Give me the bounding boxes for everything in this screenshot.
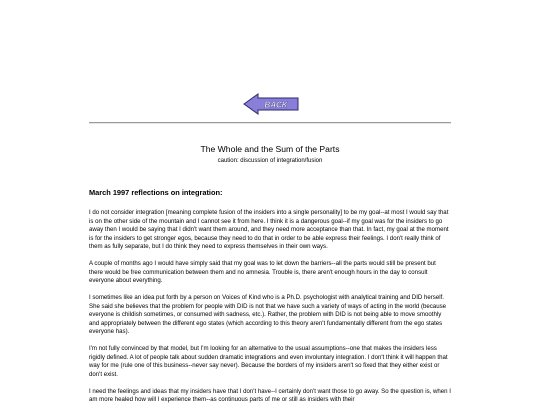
- page-title: The Whole and the Sum of the Parts: [200, 144, 340, 154]
- paragraph: I'm not fully convinced by that model, but I'm looking for an alternative to the usual assumptions--one that makes the insiders less rigidly defined. A lot of people talk about sudden dramatic integrations and even involuntary integration. I don't think it will happen that way for me (rule one of this business--never say never). Because the borders of my insiders aren't so fixed that they either exist or don't exist.: [89, 345, 448, 378]
- page-subtitle: caution: discussion of integration/fusion: [217, 158, 323, 164]
- article-body: [89, 188, 451, 405]
- paragraph: A couple of months ago I would have simply said that my goal was to let down the barriers--all the parts would still be present but there would be free communication between them and no amnesia. Trouble is, there aren't enough hours in the day to consult everyone about everything.: [89, 260, 436, 284]
- horizontal-divider: [89, 122, 451, 124]
- paragraph: I sometimes like an idea put forth by a person on Voices of Kind who is a Ph.D. psychologist with analytical training and DID herself. She said she believes that the problem for people with DID is not that we have such a variety of ways of acting in the world (because everyone is childish sometimes, or consumed with sadness, etc.). Rather, the problem with DID is not being able to move smoothly and appropriately between the different ego states (which according to this theory aren't fundamentally different from the ego states everyone has).: [89, 294, 447, 335]
- back-arrow-icon: [243, 93, 299, 115]
- section-heading: March 1997 reflections on integration:: [89, 188, 223, 197]
- back-button[interactable]: [243, 93, 299, 115]
- paragraph: I do not consider integration [meaning complete fusion of the insiders into a single personality] to be my goal--at most I would say that is on the other side of the mountain and I cannot see it from here. I think it is a dangerous goal--if my goal was for the insiders to go away then I would be saying that I didn't want them around, and they need more acceptance than that. In fact, my goal at the moment is for the insiders to get stronger egos, because they need to do that in order to be able express their feelings. I don't really think of them as fully separate, but I do think they need to express themselves in their own ways.: [89, 209, 449, 250]
- back-label: BACK: [264, 100, 288, 110]
- paragraph: I need the feelings and ideas that my insiders have that I don't have--I certainly don't want those to go away. So the question is, when I am more healed how will I experience them--as continuous parts of me or still as insiders with their: [89, 387, 451, 403]
